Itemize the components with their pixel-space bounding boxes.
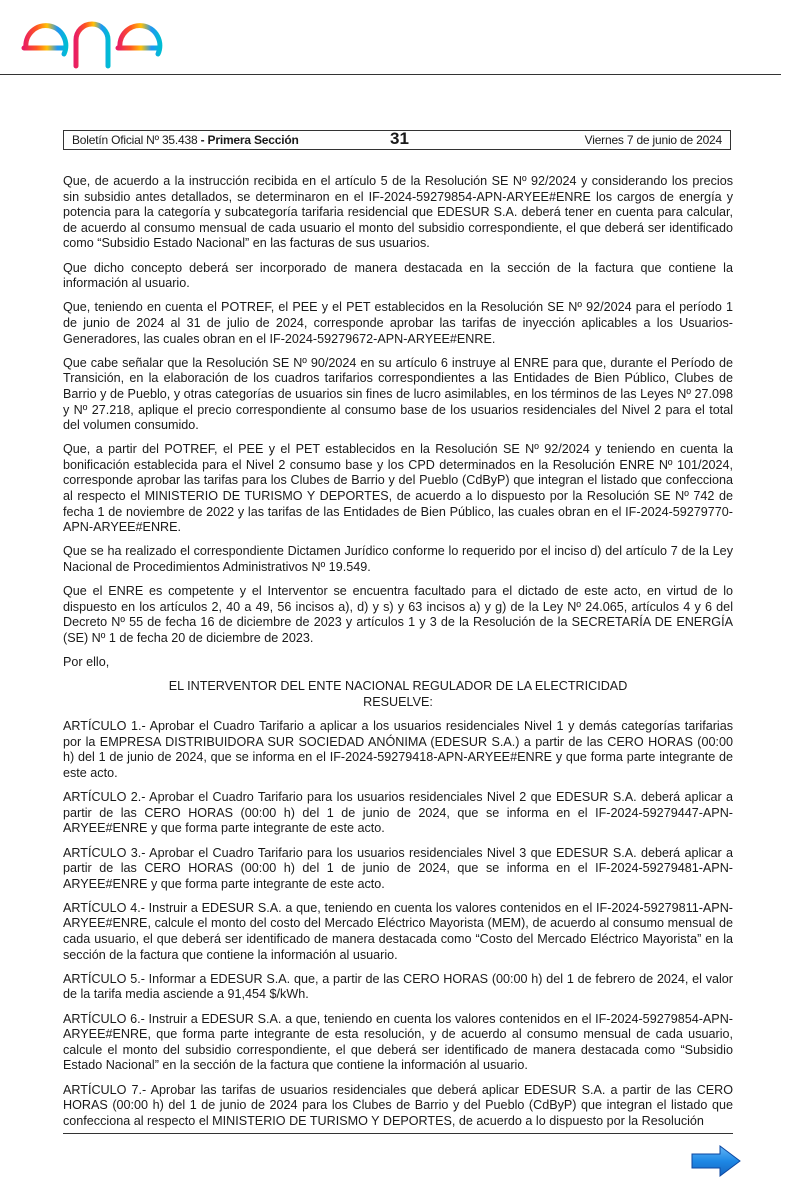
- bulletin-date: Viernes 7 de junio de 2024: [584, 133, 722, 147]
- paragraph: Que cabe señalar que la Resolución SE Nº 90/2024 en su artículo 6 instruye al ENRE para que, durante el Período de Transición, en la elaboración de los cuadros tarifarios correspondientes a las Entidades de Bien Público, Clubes de Barrio y de Pueblo, y otras categorías de usuarios sin fines de lucro asimilables, en los términos de las Leyes Nº 27.098 y Nº 27.218, aplique el precio correspondiente al consumo base de los usuarios residenciales del Nivel 2 para el total del volumen consumido.: [63, 355, 733, 433]
- article: ARTÍCULO 1.- Aprobar el Cuadro Tarifario a aplicar a los usuarios residenciales Nivel 1 y demás categorías tarifarias por la EMPRESA DISTRIBUIDORA SUR SOCIEDAD ANÓNIMA (EDESUR S.A.) a partir de las CERO HORAS (00:00 h) del 1 de junio de 2024, que se informa en el IF-2024-59279418-APN-ARYEE#ENRE y que forma parte integrante de este acto.: [63, 719, 733, 780]
- article: ARTÍCULO 3.- Aprobar el Cuadro Tarifario para los usuarios residenciales Nivel 3 que EDESUR S.A. deberá aplicar a partir de las CERO HORAS (00:00 h) del 1 de junio de 2024, que se informa en el IF-2024-59279481-APN-ARYEE#ENRE y que forma parte integrante de este acto.: [63, 845, 733, 891]
- header-divider: [0, 74, 781, 75]
- bulletin-title: Boletín Oficial Nº 35.438: [72, 133, 198, 147]
- article: ARTÍCULO 4.- Instruir a EDESUR S.A. a que, teniendo en cuenta los valores contenidos en el IF-2024-59279811-APN-ARYEE#ENRE, calcule el monto del costo del Mercado Eléctrico Mayorista (MEM), de acuerdo al consumo mensual de cada usuario, el que deberá ser identificado de manera destacada como “Costo del Mercado Eléctrico Mayorista” en la sección de la factura que contiene la información al usuario.: [63, 900, 733, 962]
- article: ARTÍCULO 2.- Aprobar el Cuadro Tarifario para los usuarios residenciales Nivel 2 que EDESUR S.A. deberá aplicar a partir de las CERO HORAS (00:00 h) del 1 de junio de 2024, que se informa en el IF-2024-59279447-APN-ARYEE#ENRE y que forma parte integrante de este acto.: [63, 790, 733, 836]
- paragraph: Que, de acuerdo a la instrucción recibida en el artículo 5 de la Resolución SE Nº 92/2024 y considerando los precios sin subsidio antes detallados, se determinaron en el IF-2024-59279854-APN-ARYEE#ENRE los cargos de energía y potencia para la categoría y subcategoría tarifaria residencial que EDESUR S.A. deberá tener en cuenta para calcular, de acuerdo al consumo mensual de cada usuario el monto del subsidio correspondiente, el que deberá ser identificado como “Subsidio Estado Nacional” en las facturas de sus usuarios.: [63, 174, 733, 251]
- paragraph: Que se ha realizado el correspondiente Dictamen Jurídico conforme lo requerido por el inciso d) del artículo 7 de la Ley Nacional de Procedimientos Administrativos Nº 19.549.: [63, 544, 733, 575]
- bulletin-section: - Primera Sección: [200, 133, 299, 147]
- document-body: [63, 174, 733, 1138]
- next-page-button[interactable]: [690, 1144, 742, 1178]
- paragraph: Que, teniendo en cuenta el POTREF, el PEE y el PET establecidos en la Resolución SE Nº 92/2024 para el período 1 de junio de 2024 al 31 de julio de 2024, corresponde aprobar las tarifas de inyección aplicables a los Usuarios-Generadores, las cuales obran en el IF-2024-59279672-APN-ARYEE#ENRE.: [63, 300, 733, 346]
- enel-logo: [18, 4, 198, 74]
- article: ARTÍCULO 6.- Instruir a EDESUR S.A. a que, teniendo en cuenta los valores contenidos en el IF-2024-59279854-APN-ARYEE#ENRE, que forma parte integrante de esta resolución, y de acuerdo al consumo mensual de cada usuario, calcule el monto del subsidio correspondiente, el que deberá ser identificado de manera destacada como “Subsidio Estado Nacional” en la sección de la factura que contiene la información al usuario.: [63, 1011, 733, 1073]
- right-arrow-icon: [690, 1144, 742, 1178]
- paragraph: Que dicho concepto deberá ser incorporado de manera destacada en la sección de la factura que contiene la información al usuario.: [63, 260, 733, 291]
- article: ARTÍCULO 5.- Informar a EDESUR S.A. que, a partir de las CERO HORAS (00:00 h) del 1 de febrero de 2024, el valor de la tarifa media asciende a 91,454 $/kWh.: [63, 971, 733, 1002]
- bulletin-header: [63, 130, 731, 150]
- paragraph: Que el ENRE es competente y el Interventor se encuentra facultado para el dictado de este acto, en virtud de lo dispuesto en los artículos 2, 40 a 49, 56 incisos a), d) y s) y 63 incisos a) y g) de la Ley Nº 24.065, artículos 4 y 6 del Decreto Nº 55 de fecha 16 de diciembre de 2023 y artículos 1 y 3 de la Resolución de la SECRETARÍA DE ENERGÍA (SE) Nº 1 de fecha 20 de diciembre de 2023.: [63, 584, 733, 645]
- footer-divider: [63, 1133, 733, 1134]
- page-number: 31: [390, 129, 409, 148]
- article: ARTÍCULO 7.- Aprobar las tarifas de usuarios residenciales que deberá aplicar EDESUR S.A. a partir de las CERO HORAS (00:00 h) del 1 de junio de 2024 para los Clubes de Barrio y del Pueblo (CdByP) que integran el listado que confecciona al respecto el MINISTERIO DE TURISMO Y DEPORTES, de acuerdo a lo dispuesto por la Resolución: [63, 1082, 733, 1128]
- resolution-heading: EL INTERVENTOR DEL ENTE NACIONAL REGULADOR DE LA ELECTRICIDAD: [168, 679, 628, 694]
- resolution-resolve: RESUELVE:: [363, 694, 433, 709]
- paragraph: Que, a partir del POTREF, el PEE y el PET establecidos en la Resolución SE Nº 92/2024 y teniendo en cuenta la bonificación establecida para el Nivel 2 consumo base y los CPD determinados en la Resolución ENRE Nº 101/2024, corresponde aprobar las tarifas para los Clubes de Barrio y del Pueblo (CdByP) que integran el listado que confecciona al respecto el MINISTERIO DE TURISMO Y DEPORTES, de acuerdo a lo dispuesto por la Resolución SE Nº 742 de fecha 1 de noviembre de 2022 y las tarifas de las Entidades de Bien Público, las cuales obran en el IF-2024-59279770-APN-ARYEE#ENRE.: [63, 442, 733, 535]
- bulletin-title-group: [72, 133, 299, 147]
- paragraph: Por ello,: [63, 655, 110, 670]
